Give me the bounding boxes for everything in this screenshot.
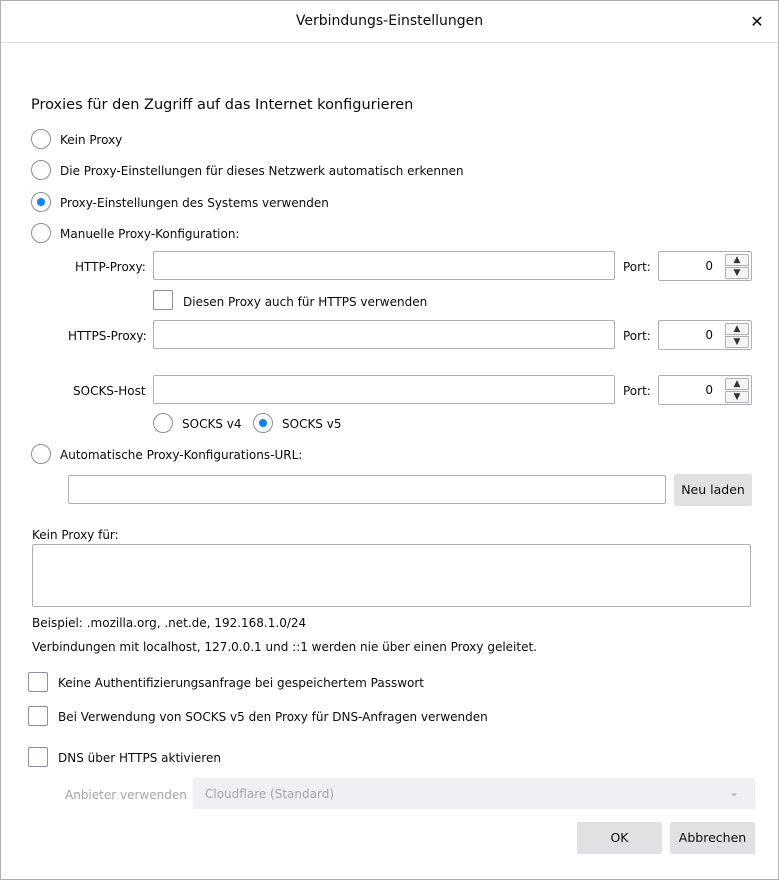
radio-auto-config-url-label[interactable]: Automatische Proxy-Konfigurations-URL: bbox=[60, 448, 303, 462]
doh-checkbox[interactable] bbox=[28, 747, 48, 767]
ok-button[interactable]: OK bbox=[577, 822, 662, 854]
radio-auto-detect-label[interactable]: Die Proxy-Einstellungen für dieses Netzwerk automatisch erkennen bbox=[60, 164, 464, 178]
dialog-title: Verbindungs-Einstellungen bbox=[295, 13, 484, 29]
title-bar bbox=[1, 1, 778, 43]
chevron-down-icon[interactable]: ▼ bbox=[725, 267, 749, 279]
no-auth-prompt-label[interactable]: Keine Authentifizierungsanfrage bei gespeichertem Passwort bbox=[58, 676, 425, 690]
https-port-value[interactable]: 0 bbox=[705, 328, 713, 342]
radio-system-proxy-label[interactable]: Proxy-Einstellungen des Systems verwenden bbox=[60, 196, 329, 210]
proxy-heading: Proxies für den Zugriff auf das Internet konfigurieren bbox=[31, 97, 414, 113]
chevron-down-icon: ⌄ bbox=[728, 785, 739, 799]
radio-socks-v5-label[interactable]: SOCKS v5 bbox=[282, 417, 342, 431]
http-port-stepper[interactable] bbox=[658, 251, 752, 281]
reload-button[interactable]: Neu laden bbox=[674, 474, 752, 506]
doh-label[interactable]: DNS über HTTPS aktivieren bbox=[58, 751, 221, 765]
https-port-stepper[interactable] bbox=[658, 320, 752, 350]
https-proxy-input[interactable] bbox=[153, 320, 615, 349]
radio-socks-v4-label[interactable]: SOCKS v4 bbox=[182, 417, 242, 431]
radio-manual-proxy-label[interactable]: Manuelle Proxy-Konfiguration: bbox=[60, 227, 240, 241]
http-proxy-label: HTTP-Proxy: bbox=[75, 260, 146, 274]
also-https-label[interactable]: Diesen Proxy auch für HTTPS verwenden bbox=[183, 295, 428, 309]
cancel-button[interactable]: Abbrechen bbox=[670, 822, 755, 854]
provider-select[interactable] bbox=[193, 778, 755, 809]
http-port-value[interactable]: 0 bbox=[705, 259, 713, 273]
http-port-label: Port: bbox=[623, 260, 651, 274]
https-proxy-label: HTTPS-Proxy: bbox=[68, 329, 147, 343]
socks-port-label: Port: bbox=[623, 384, 651, 398]
socks-port-stepper[interactable] bbox=[658, 375, 752, 405]
https-port-label: Port: bbox=[623, 329, 651, 343]
radio-system-proxy[interactable] bbox=[31, 192, 51, 212]
radio-no-proxy-label[interactable]: Kein Proxy bbox=[60, 133, 123, 147]
provider-label: Anbieter verwenden bbox=[65, 788, 187, 802]
radio-auto-config-url[interactable] bbox=[31, 444, 51, 464]
close-icon[interactable]: ✕ bbox=[750, 12, 764, 31]
chevron-down-icon[interactable]: ▼ bbox=[725, 336, 749, 348]
socks-port-value[interactable]: 0 bbox=[705, 383, 713, 397]
radio-no-proxy[interactable] bbox=[31, 129, 51, 149]
no-proxy-label: Kein Proxy für: bbox=[32, 528, 119, 542]
chevron-up-icon[interactable]: ▲ bbox=[725, 378, 749, 390]
http-proxy-input[interactable] bbox=[153, 251, 615, 280]
chevron-down-icon[interactable]: ▼ bbox=[725, 391, 749, 403]
no-auth-prompt-checkbox[interactable] bbox=[28, 672, 48, 692]
socks-dns-label[interactable]: Bei Verwendung von SOCKS v5 den Proxy für DNS-Anfragen verwenden bbox=[58, 710, 488, 724]
socks-host-label: SOCKS-Host bbox=[73, 384, 146, 398]
radio-auto-detect[interactable] bbox=[31, 160, 51, 180]
localhost-note: Verbindungen mit localhost, 127.0.0.1 und ::1 werden nie über einen Proxy geleitet. bbox=[32, 640, 537, 654]
example-text: Beispiel: .mozilla.org, .net.de, 192.168.1.0/24 bbox=[32, 616, 307, 630]
radio-manual-proxy[interactable] bbox=[31, 223, 51, 243]
auto-config-url-input[interactable] bbox=[68, 475, 666, 504]
no-proxy-textarea[interactable] bbox=[32, 544, 751, 607]
also-https-checkbox[interactable] bbox=[153, 290, 173, 310]
socks-host-input[interactable] bbox=[153, 375, 615, 404]
socks-dns-checkbox[interactable] bbox=[28, 706, 48, 726]
provider-value: Cloudflare (Standard) bbox=[205, 787, 335, 801]
radio-socks-v4[interactable] bbox=[153, 413, 173, 433]
radio-socks-v5[interactable] bbox=[253, 413, 273, 433]
chevron-up-icon[interactable]: ▲ bbox=[725, 254, 749, 266]
chevron-up-icon[interactable]: ▲ bbox=[725, 323, 749, 335]
